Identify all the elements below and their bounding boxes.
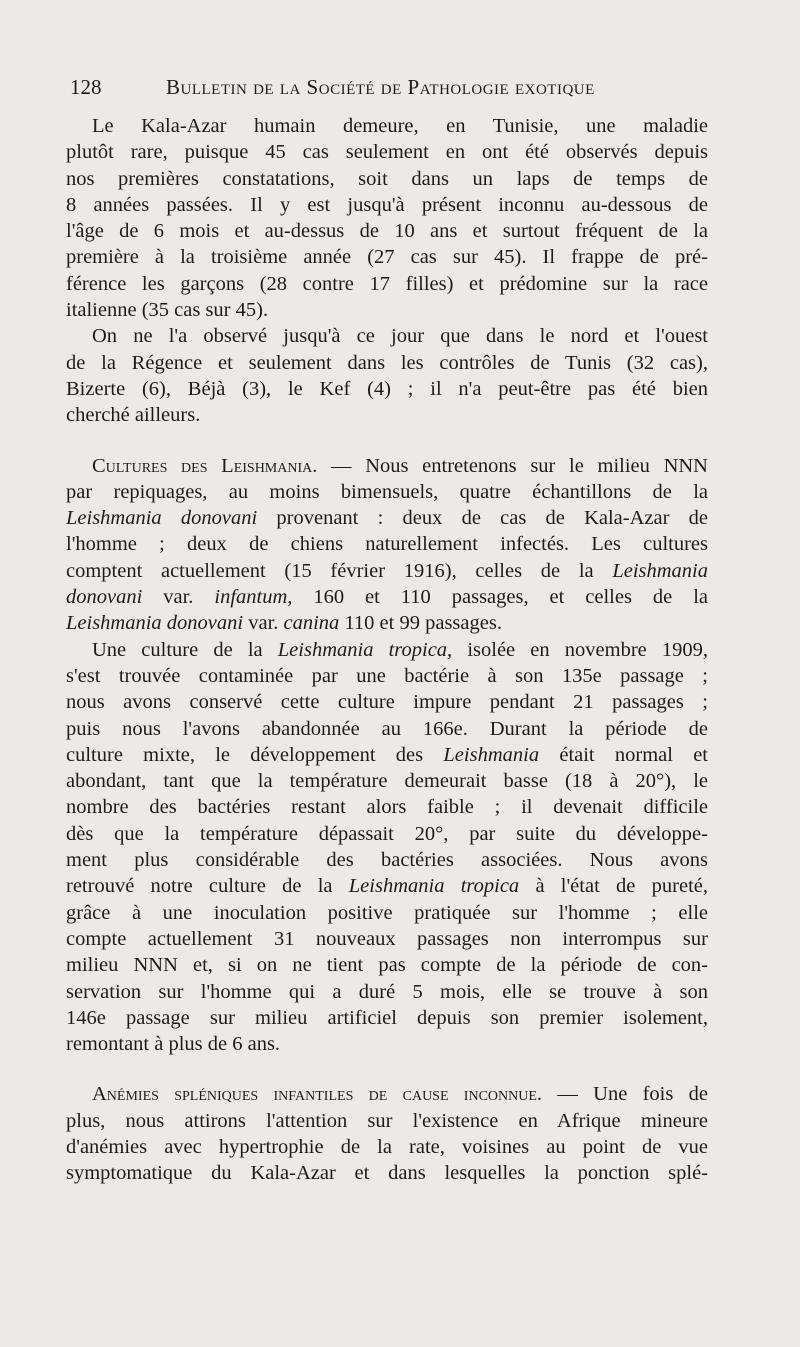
text-line: puis nous l'avons abandonnée au 166e. Durant la période de (66, 717, 708, 740)
text-line: Bizerte (6), Béjà (3), le Kef (4) ; il n'a peut-être pas été bien (66, 377, 708, 400)
text-line: d'anémies avec hypertrophie de la rate, voisines au point de vue (66, 1135, 708, 1158)
text-line: retrouvé notre culture de la Leishmania tropica à l'état de pureté, (66, 875, 708, 898)
text-line: par repiquages, au moins bimensuels, quatre échantillons de la (66, 480, 708, 503)
text-line: servation sur l'homme qui a duré 5 mois, elle se trouve à son (66, 980, 708, 1003)
text-line: culture mixte, le développement des Leishmania était normal et (66, 743, 708, 766)
text-line: symptomatique du Kala-Azar et dans lesquelles la ponction splé- (66, 1162, 708, 1185)
text-line: dès que la température dépassait 20°, par suite du développe- (66, 822, 708, 845)
text-line: nous avons conservé cette culture impure pendant 21 passages ; (66, 691, 708, 714)
text-line: première à la troisième année (27 cas sur 45). Il frappe de pré- (66, 246, 708, 269)
text-line: 8 années passées. Il y est jusqu'à présent inconnu au-dessous de (66, 193, 708, 216)
text-line: grâce à une inoculation positive pratiquée sur l'homme ; elle (66, 901, 708, 924)
text-line: comptent actuellement (15 février 1916), celles de la Leishmania (66, 559, 708, 582)
section-heading: Cultures des Leishmania. — (92, 454, 352, 477)
text-line: Leishmania donovani var. canina 110 et 99 passages. (66, 612, 502, 635)
text-line: remontant à plus de 6 ans. (66, 1033, 281, 1056)
text-line: l'homme ; deux de chiens naturellement infectés. Les cultures (66, 533, 708, 556)
section-heading: Anémies spléniques infantiles de cause inconnue. — (92, 1083, 578, 1106)
body-text (66, 113, 708, 1187)
section-gap (66, 429, 708, 453)
text-line: nombre des bactéries restant alors faible ; il devenait difficile (66, 796, 708, 819)
text-line: milieu NNN et, si on ne tient pas compte de la période de con- (66, 954, 708, 977)
text-line: férence les garçons (28 contre 17 filles) et prédomine sur la race (66, 272, 708, 295)
text-line: abondant, tant que la température demeurait basse (18 à 20°), le (66, 770, 708, 793)
text-line: ment plus considérable des bactéries associées. Nous avons (66, 849, 708, 872)
text-line: donovani var. infantum, 160 et 110 passages, et celles de la (66, 586, 708, 609)
text-line: nos premières constatations, soit dans un laps de temps de (66, 167, 708, 190)
text-line: Une culture de la Leishmania tropica, isolée en novembre 1909, (92, 638, 708, 661)
text-line: On ne l'a observé jusqu'à ce jour que dans le nord et l'ouest (92, 325, 708, 348)
text-line: Le Kala-Azar humain demeure, en Tunisie, une maladie (92, 115, 708, 137)
page-header (70, 72, 710, 102)
text-line: 146e passage sur milieu artificiel depuis son premier isolement, (66, 1006, 708, 1029)
paragraph-tropica-culture (66, 637, 708, 1058)
running-title: Bulletin de la Société de Pathologie exotique (166, 75, 595, 99)
text-line: Anémies spléniques infantiles de cause inconnue. — Une fois de (92, 1083, 708, 1106)
section-anemies-spleniques (66, 1081, 708, 1186)
section-cultures-leishmania (66, 453, 708, 637)
text-line: plus, nous attirons l'attention sur l'existence en Afrique mineure (66, 1109, 708, 1132)
paragraph-distribution (66, 323, 708, 428)
text-line: Leishmania donovani provenant : deux de cas de Kala-Azar de (66, 507, 708, 530)
text-line: compte actuellement 31 nouveaux passages non interrompus sur (66, 927, 708, 950)
section-gap (66, 1057, 708, 1081)
text-line: plutôt rare, puisque 45 cas seulement en ont été observés depuis (66, 141, 708, 164)
text-line: de la Régence et seulement dans les contrôles de Tunis (32 cas), (66, 351, 708, 374)
page-number: 128 (70, 75, 102, 99)
text-line: Cultures des Leishmania. — Nous entretenons sur le milieu NNN (92, 454, 708, 477)
text-line: l'âge de 6 mois et au-dessus de 10 ans et surtout fréquent de la (66, 220, 708, 243)
paragraph-kala-azar-tunisie (66, 113, 708, 323)
text-line: s'est trouvée contaminée par une bactérie à son 135e passage ; (66, 664, 708, 687)
text-line: italienne (35 cas sur 45). (66, 299, 269, 322)
text-line: cherché ailleurs. (66, 404, 201, 427)
